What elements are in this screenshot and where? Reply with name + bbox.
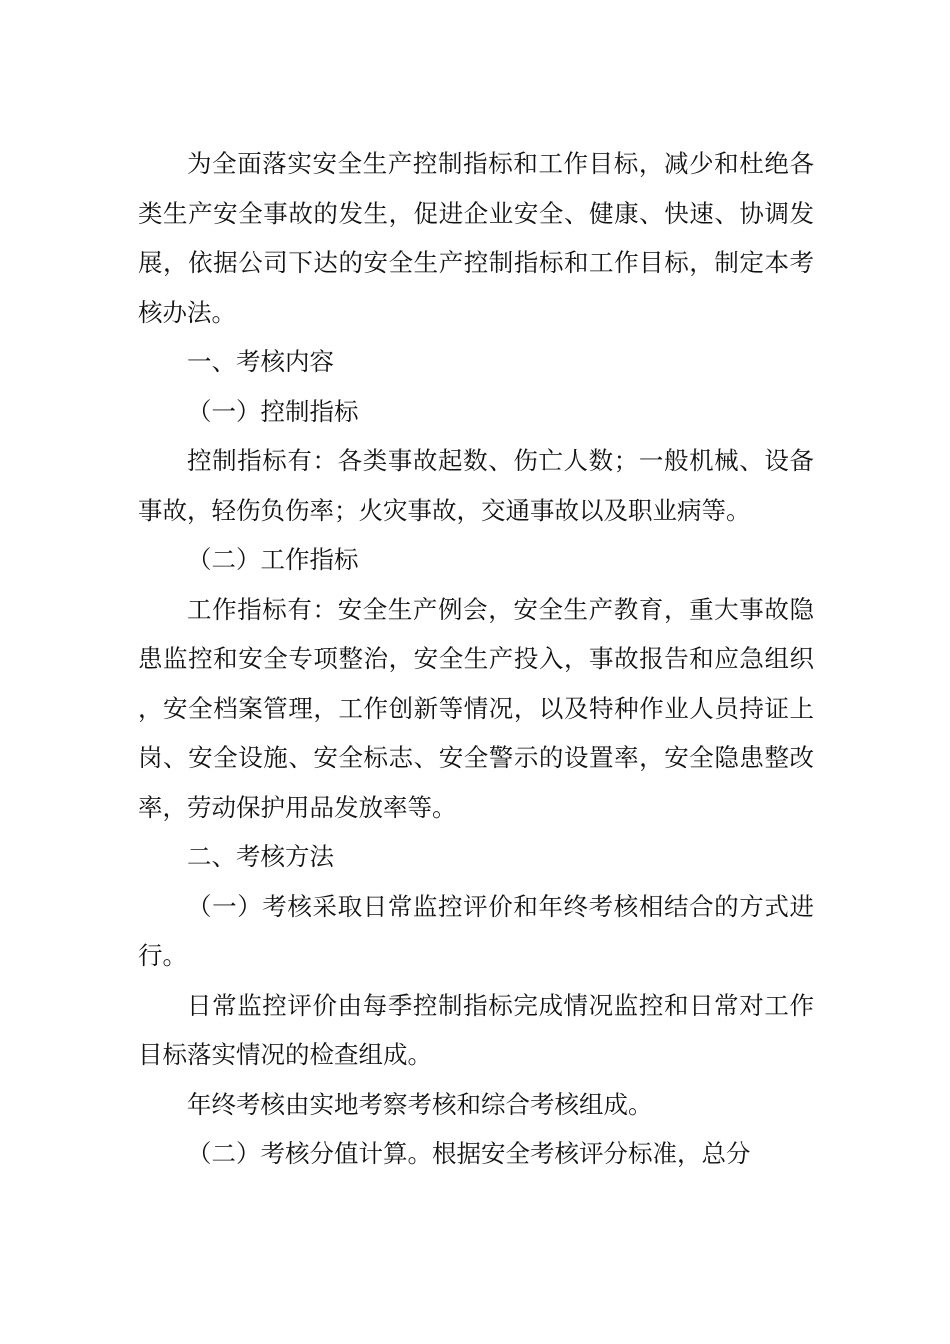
section-heading-1: 一、考核内容 (187, 347, 334, 376)
control-indicators-paragraph: 控制指标有：各类事故起数、伤亡人数；一般机械、设备事故，轻伤负伤率；火灾事故，交通事故以及职业病等。 (138, 446, 814, 525)
score-calculation-paragraph: （二）考核分值计算。根据安全考核评分标准，总分 (187, 1139, 751, 1168)
subsection-heading-1-1: （一）控制指标 (187, 396, 359, 426)
subsection-heading-1-2: （二）工作指标 (187, 545, 359, 574)
section-heading-2: 二、考核方法 (187, 842, 334, 871)
daily-monitoring-paragraph: 日常监控评价由每季控制指标完成情况监控和日常对工作目标落实情况的检查组成。 (138, 990, 814, 1069)
intro-paragraph: 为全面落实安全生产控制指标和工作目标，减少和杜绝各类生产安全事故的发生，促进企业安全、健康、快速、协调发展，依据公司下达的安全生产控制指标和工作目标，制定本考核办法。 (138, 149, 814, 327)
method-paragraph-1: （一）考核采取日常监控评价和年终考核相结合的方式进行。 (138, 891, 814, 970)
document-body (138, 139, 814, 1179)
year-end-assessment-paragraph: 年终考核由实地考察考核和综合考核组成。 (187, 1089, 653, 1119)
work-indicators-paragraph: 工作指标有：安全生产例会，安全生产教育，重大事故隐患监控和安全专项整治，安全生产投入，事故报告和应急组织，安全档案管理，工作创新等情况，以及特种作业人员持证上岗、安全设施、安全标志、安全警示的设置率，安全隐患整改率，劳动保护用品发放率等。 (138, 594, 814, 822)
